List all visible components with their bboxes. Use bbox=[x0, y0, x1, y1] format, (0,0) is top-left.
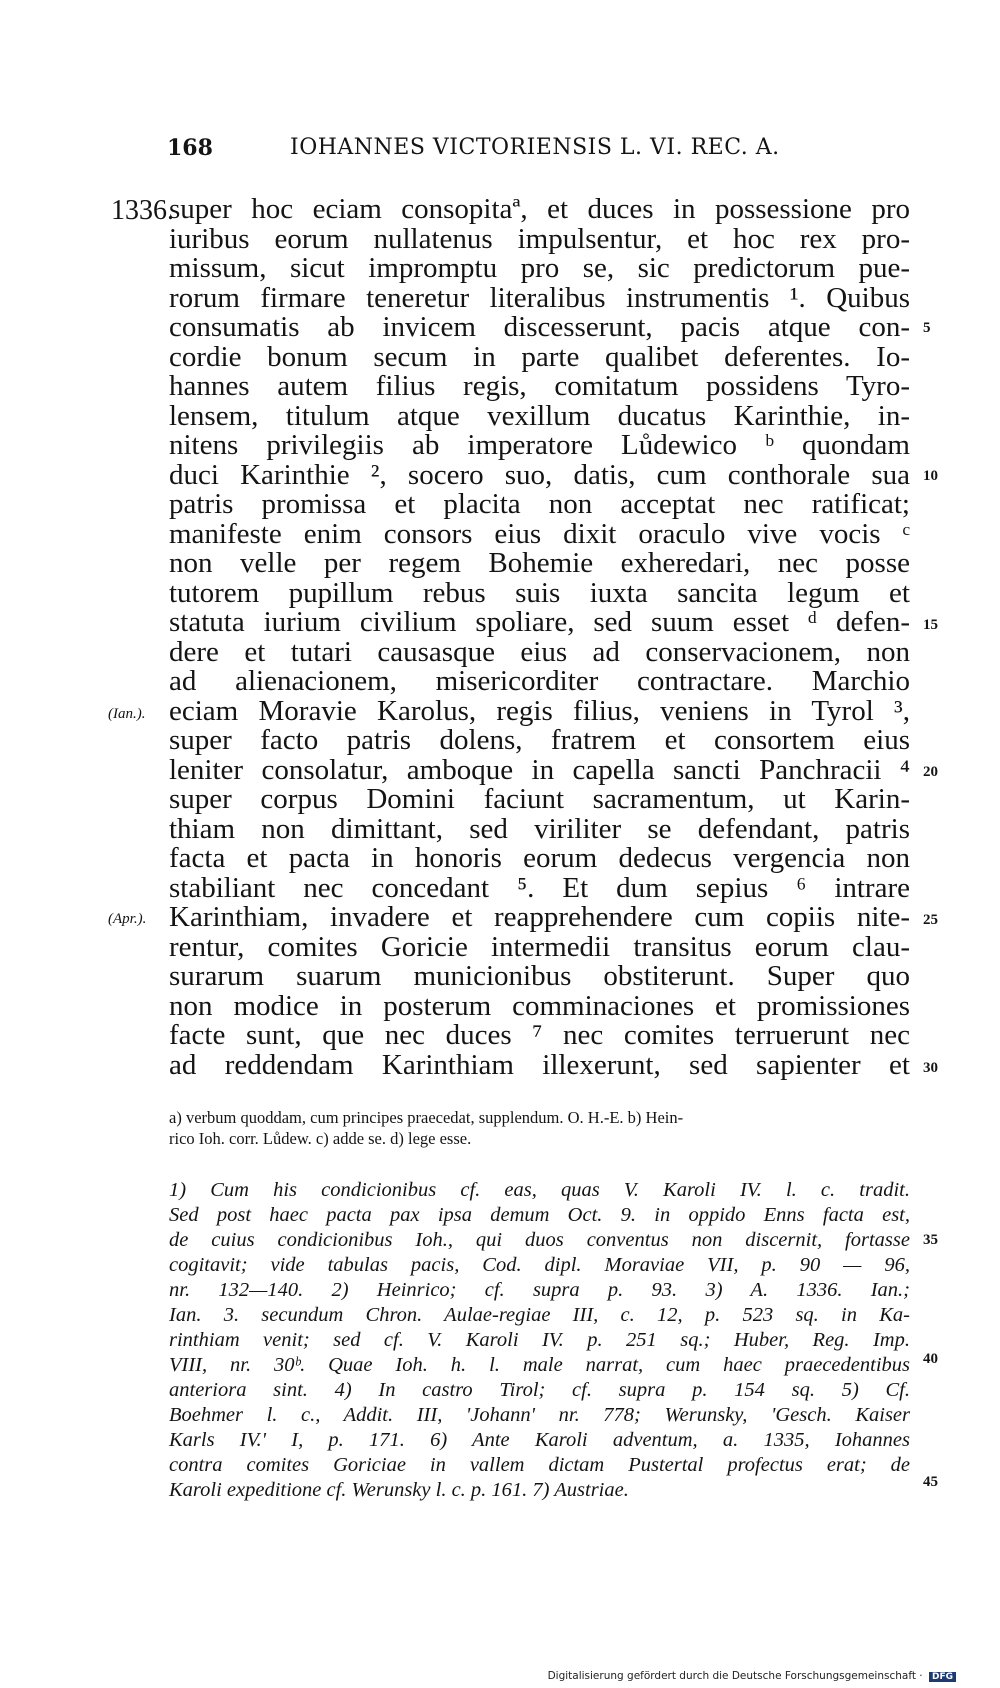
footnote-line: cogitavit; vide tabulas pacis, Cod. dipl. Moraviae VII, p. 90 — 96, bbox=[169, 1254, 910, 1276]
text-line: rorum firmare teneretur literalibus instrumentis ¹. Quibus bbox=[169, 281, 910, 314]
text-line: hannes autem filius regis, comitatum possidens Tyro- bbox=[169, 370, 910, 402]
line-number: 25 bbox=[923, 912, 938, 928]
text-line: Karinthiam, invadere et reapprehendere cum copiis nite- bbox=[169, 901, 910, 933]
footnote-line: Karoli expeditione cf. Werunsky l. c. p. 161. 7) Austriae. bbox=[169, 1479, 629, 1501]
text-line: statuta iurium civilium spoliare, sed suum esset ᵈ defen- bbox=[169, 606, 910, 638]
text-line: duci Karinthie ², socero suo, datis, cum conthorale sua bbox=[169, 458, 910, 491]
digitization-credit bbox=[548, 1670, 956, 1682]
apparatus-line: rico Ioh. corr. Lůdew. c) adde se. d) lege esse. bbox=[169, 1129, 472, 1148]
footnote-line: rinthiam venit; sed cf. V. Karoli IV. p. 251 sq.; Huber, Reg. Imp. bbox=[169, 1329, 910, 1351]
text-line: lensem, titulum atque vexillum ducatus Karinthie, in- bbox=[169, 399, 910, 432]
line-number: 5 bbox=[923, 320, 931, 336]
credit-text: Digitalisierung gefördert durch die Deutsche Forschungsgemeinschaft · bbox=[547, 1670, 923, 1682]
footnote-line: Ian. 3. secundum Chron. Aulae-regiae III, c. 12, p. 523 sq. in Ka- bbox=[169, 1304, 910, 1326]
footnote-line: Sed post haec pacta pax ipsa demum Oct. 9. in oppido Enns facta est, bbox=[169, 1204, 910, 1226]
footnotes bbox=[169, 1178, 910, 1503]
text-line: missum, sicut impromptu pro se, sic predictorum pue- bbox=[169, 252, 910, 284]
text-line: eciam Moravie Karolus, regis filius, veniens in Tyrol ³, bbox=[169, 694, 910, 727]
text-line: ad reddendam Karinthiam illexerunt, sed sapienter et bbox=[169, 1048, 910, 1081]
text-line: rentur, comites Goricie intermedii transitus eorum clau- bbox=[169, 930, 910, 963]
text-line: consumatis ab invicem discesserunt, pacis atque con- bbox=[169, 311, 910, 343]
footnote-line: de cuius condicionibus Ioh., qui duos conventus non discernit, fortasse bbox=[169, 1229, 910, 1251]
footnote-line: Karls IV.' I, p. 171. 6) Ante Karoli adventum, a. 1335, Iohannes bbox=[169, 1429, 910, 1451]
line-number: 15 bbox=[923, 617, 938, 633]
line-number: 45 bbox=[923, 1474, 938, 1490]
margin-date-apr: (Apr.). bbox=[108, 911, 147, 927]
text-line: thiam non dimittant, sed viriliter se defendant, patris bbox=[169, 812, 910, 845]
text-line: leniter consolatur, amboque in capella sancti Panchracii ⁴ bbox=[169, 753, 910, 786]
text-line: stabiliant nec concedant ⁵. Et dum sepius ⁶ intrare bbox=[169, 871, 910, 904]
footnote-line: anteriora sint. 4) In castro Tirol; cf. supra p. 154 sq. 5) Cf. bbox=[169, 1379, 910, 1401]
text-line: facta et pacta in honoris eorum dedecus vergencia non bbox=[169, 842, 910, 874]
footnote-line: VIII, nr. 30ᵇ. Quae Ioh. h. l. male narrat, cum haec praecedentibus bbox=[169, 1354, 910, 1376]
page-number: 168 bbox=[167, 135, 213, 161]
text-line: manifeste enim consors eius dixit oraculo vive vocis ᶜ bbox=[169, 517, 910, 550]
text-line: super corpus Domini faciunt sacramentum, ut Karin- bbox=[169, 783, 910, 815]
dfg-logo: DFG bbox=[929, 1672, 956, 1682]
line-number: 35 bbox=[923, 1232, 938, 1248]
text-line: non modice in posterum comminaciones et promissiones bbox=[169, 989, 910, 1022]
margin-year: 1336. bbox=[111, 195, 174, 226]
line-number: 20 bbox=[923, 764, 938, 780]
text-line: tutorem pupillum rebus suis iuxta sancita legum et bbox=[169, 576, 910, 609]
line-number: 30 bbox=[923, 1060, 938, 1076]
footnote-line: Boehmer l. c., Addit. III, 'Johann' nr. 778; Werunsky, 'Gesch. Kaiser bbox=[169, 1404, 910, 1426]
running-title: IOHANNES VICTORIENSIS L. VI. REC. A. bbox=[290, 135, 780, 160]
apparatus-line: a) verbum quoddam, cum principes praecedat, supplendum. O. H.-E. b) Hein- bbox=[169, 1108, 684, 1127]
text-line: non velle per regem Bohemie exheredari, nec posse bbox=[169, 547, 910, 579]
footnote-line: contra comites Goriciae in vallem dictam Pustertal profectus erat; de bbox=[169, 1454, 910, 1476]
text-line: patris promissa et placita non acceptat nec ratificat; bbox=[169, 488, 910, 520]
footnote-line: 1) Cum his condicionibus cf. eas, quas V. Karoli IV. l. c. tradit. bbox=[169, 1179, 910, 1201]
margin-date-jan: (Ian.). bbox=[108, 706, 146, 722]
critical-apparatus bbox=[169, 1107, 910, 1149]
text-line: ad alienacionem, misericorditer contractare. Marchio bbox=[169, 665, 910, 697]
text-line: facte sunt, que nec duces ⁷ nec comites terruerunt nec bbox=[169, 1019, 910, 1051]
footnote-line: nr. 132—140. 2) Heinrico; cf. supra p. 93. 3) A. 1336. Ian.; bbox=[169, 1279, 910, 1301]
text-line: iuribus eorum nullatenus impulsentur, et hoc rex pro- bbox=[169, 222, 910, 255]
text-line: nitens privilegiis ab imperatore Lůdewico ᵇ quondam bbox=[169, 429, 910, 461]
text-line: surarum suarum municionibus obstiterunt. Super quo bbox=[169, 960, 910, 992]
text-line: super facto patris dolens, fratrem et consortem eius bbox=[169, 724, 910, 756]
text-line: dere et tutari causasque eius ad conservacionem, non bbox=[169, 635, 910, 668]
line-number: 10 bbox=[923, 468, 938, 484]
text-line: super hoc eciam consopitaª, et duces in possessione pro bbox=[169, 193, 910, 225]
line-number: 40 bbox=[923, 1351, 938, 1367]
text-line: cordie bonum secum in parte qualibet deferentes. Io- bbox=[169, 340, 910, 373]
